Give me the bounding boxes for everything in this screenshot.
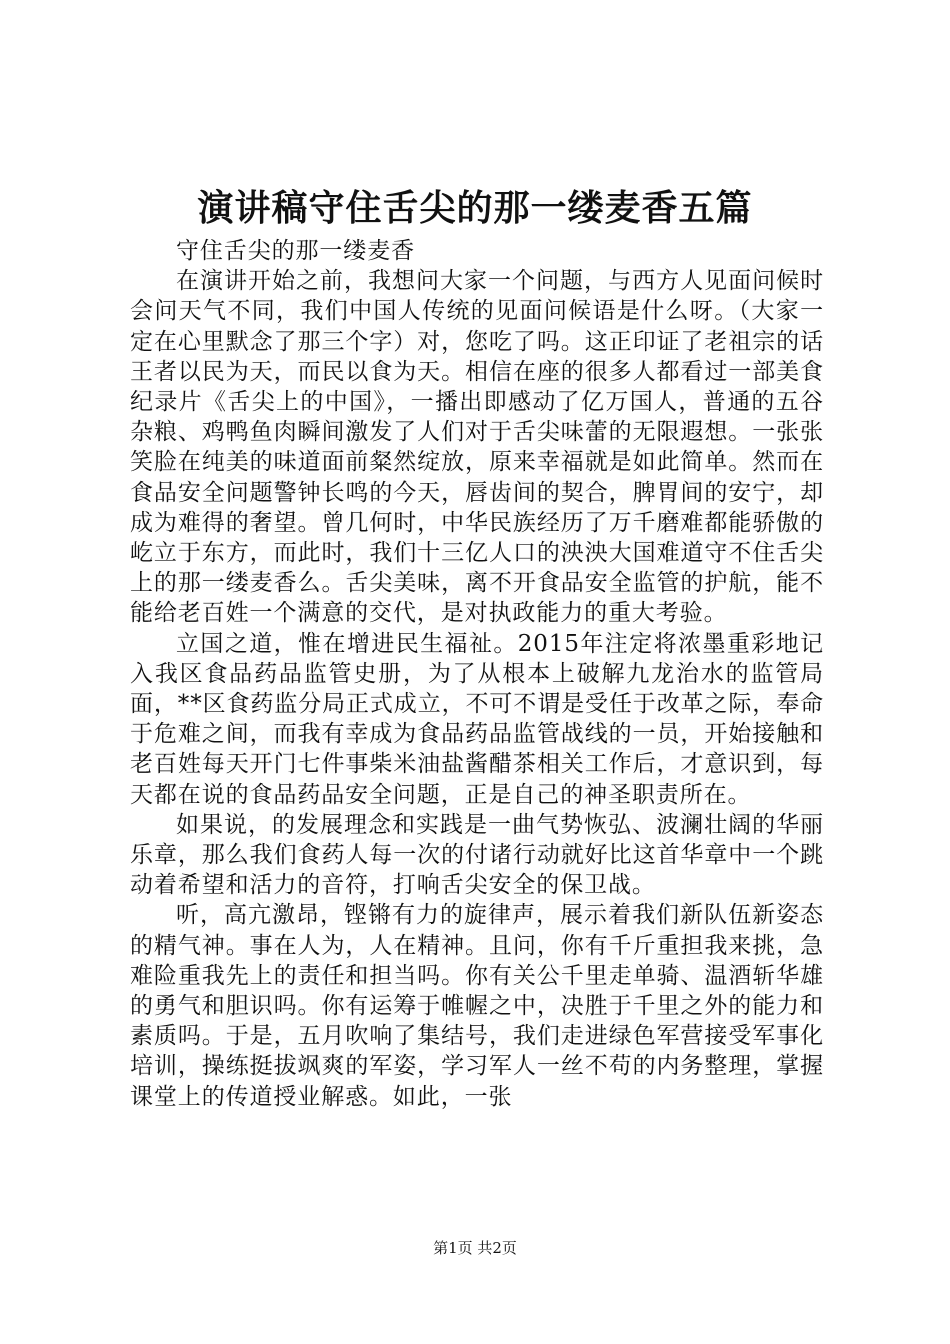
document-body bbox=[130, 236, 824, 1112]
paragraph-subtitle: 守住舌尖的那一缕麦香 bbox=[176, 238, 415, 264]
page-number-footer: 第1页 共2页 bbox=[433, 1239, 517, 1257]
paragraph: 立国之道，惟在增进民生福祉。2015年注定将浓墨重彩地记入我区食品药品监管史册，为了从根本上破解九龙治水的监管局面，**区食药监分局正式成立，不可不谓是受任于改革之际，奉命于危难之间，而我有幸成为食品药品监管战线的一员，开始接触和老百姓每天开门七件事柴米油盐酱醋茶相关工作后，才意识到，每天都在说的食品药品安全问题，正是自己的神圣职责所在。 bbox=[130, 630, 824, 808]
paragraph: 在演讲开始之前，我想问大家一个问题，与西方人见面问候时会问天气不同，我们中国人传统的见面问候语是什么呀。（大家一定在心里默念了那三个字）对，您吃了吗。这正印证了老祖宗的话王者以民为天，而民以食为天。相信在座的很多人都看过一部美食纪录片《舌尖上的中国》，一播出即感动了亿万国人，普通的五谷杂粮、鸡鸭鱼肉瞬间激发了人们对于舌尖味蕾的无限遐想。一张张笑脸在纯美的味道面前粲然绽放，原来幸福就是如此简单。然而在食品安全问题警钟长鸣的今天，唇齿间的契合，脾胃间的安宁，却成为难得的奢望。曾几何时，中华民族经历了万千磨难都能骄傲的屹立于东方，而此时，我们十三亿人口的泱泱大国难道守不住舌尖上的那一缕麦香么。舌尖美味，离不开食品安全监管的护航，能不能给老百姓一个满意的交代，是对执政能力的重大考验。 bbox=[130, 268, 824, 627]
paragraph: 听，高亢激昂，铿锵有力的旋律声，展示着我们新队伍新姿态的精气神。事在人为，人在精神。且问，你有千斤重担我来挑，急难险重我先上的责任和担当吗。你有关公千里走单骑、温酒斩华雄的勇气和胆识吗。你有运筹于帷幄之中，决胜于千里之外的能力和素质吗。于是，五月吹响了集结号，我们走进绿色军营接受军事化培训，操练挺拔飒爽的军姿，学习军人一丝不苟的内务整理，掌握课堂上的传道授业解惑。如此，一张 bbox=[130, 902, 824, 1110]
document-title: 演讲稿守住舌尖的那一缕麦香五篇 bbox=[197, 187, 753, 229]
paragraph: 如果说，的发展理念和实践是一曲气势恢弘、波澜壮阔的华丽乐章，那么我们食药人每一次的付诸行动就好比这首华章中一个跳动着希望和活力的音符，打响舌尖安全的保卫战。 bbox=[130, 811, 824, 899]
